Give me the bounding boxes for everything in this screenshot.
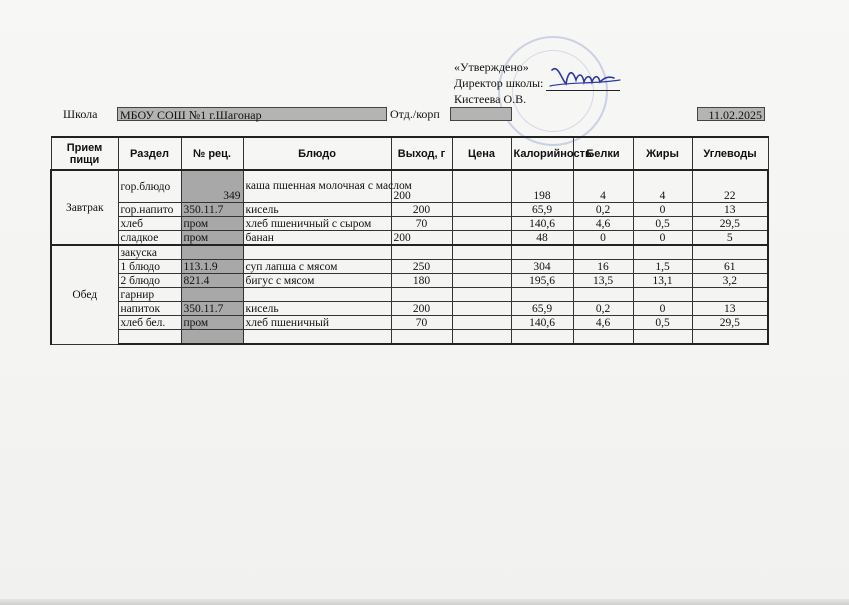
cell-output (391, 245, 452, 260)
cell-carbs: 61 (692, 260, 768, 274)
cell-calories: 198 (511, 170, 573, 203)
cell-output: 200 (391, 170, 452, 203)
cell-fat: 0,5 (633, 217, 692, 231)
cell-section: закуска (118, 245, 181, 260)
table-row (51, 316, 768, 330)
col-header-carbs: Углеводы (692, 137, 768, 170)
cell-protein (573, 288, 633, 302)
cell-calories (511, 288, 573, 302)
cell-output: 250 (391, 260, 452, 274)
cell-carbs: 13 (692, 203, 768, 217)
col-header-meal: Прием пищи (51, 137, 118, 170)
cell-price (452, 274, 511, 288)
cell-output: 200 (391, 231, 452, 246)
cell-carbs (692, 330, 768, 345)
table-row (51, 217, 768, 231)
date-field: 11.02.2025 (697, 107, 765, 121)
paper-bottom-edge (0, 599, 849, 605)
cell-fat: 0 (633, 231, 692, 246)
cell-recipe: 350.11.7 (181, 302, 243, 316)
cell-recipe: 350.11.7 (181, 203, 243, 217)
cell-calories: 48 (511, 231, 573, 246)
approval-title: «Утверждено» (454, 60, 529, 74)
cell-recipe (181, 330, 243, 345)
cell-fat: 0 (633, 302, 692, 316)
cell-output: 70 (391, 217, 452, 231)
col-header-recipe: № рец. (181, 137, 243, 170)
cell-section: гарнир (118, 288, 181, 302)
cell-recipe: пром (181, 217, 243, 231)
cell-calories: 65,9 (511, 302, 573, 316)
cell-carbs (692, 288, 768, 302)
cell-price (452, 217, 511, 231)
cell-protein (573, 245, 633, 260)
cell-price (452, 260, 511, 274)
cell-dish: бигус с мясом (243, 274, 391, 288)
table-row (51, 245, 768, 260)
table-row (51, 302, 768, 316)
department-label: Отд./корп (390, 107, 440, 121)
cell-section: гор.блюдо (118, 170, 181, 203)
cell-calories: 195,6 (511, 274, 573, 288)
cell-section: сладкое (118, 231, 181, 246)
col-header-protein: Белки (573, 137, 633, 170)
cell-carbs: 29,5 (692, 217, 768, 231)
cell-dish: хлеб пшеничный с сыром (243, 217, 391, 231)
cell-price (452, 245, 511, 260)
cell-price (452, 330, 511, 345)
col-header-output: Выход, г (391, 137, 452, 170)
cell-output (391, 288, 452, 302)
cell-protein: 0,2 (573, 302, 633, 316)
cell-fat: 13,1 (633, 274, 692, 288)
cell-carbs (692, 245, 768, 260)
cell-protein: 0,2 (573, 203, 633, 217)
table-row (51, 231, 768, 246)
cell-calories (511, 245, 573, 260)
director-signature (548, 60, 624, 94)
cell-recipe: пром (181, 316, 243, 330)
table-row (51, 260, 768, 274)
menu-table (50, 136, 769, 345)
approval-role: Директор школы: (454, 76, 544, 90)
cell-section: хлеб (118, 217, 181, 231)
cell-fat: 0,5 (633, 316, 692, 330)
cell-protein: 4,6 (573, 316, 633, 330)
school-name-field: МБОУ СОШ №1 г.Шагонар (117, 107, 387, 121)
cell-section: гор.напито (118, 203, 181, 217)
cell-price (452, 231, 511, 246)
table-row (51, 274, 768, 288)
cell-price (452, 170, 511, 203)
table-row (51, 288, 768, 302)
cell-recipe: 349 (181, 170, 243, 203)
school-label: Школа (63, 107, 98, 121)
table-row (51, 330, 768, 345)
cell-carbs: 29,5 (692, 316, 768, 330)
cell-fat (633, 288, 692, 302)
cell-calories (511, 330, 573, 345)
cell-section: 1 блюдо (118, 260, 181, 274)
approval-name: Кистеева О.В. (454, 92, 527, 106)
cell-calories: 140,6 (511, 316, 573, 330)
cell-recipe (181, 245, 243, 260)
cell-output: 180 (391, 274, 452, 288)
cell-dish: кисель (243, 203, 391, 217)
cell-carbs: 13 (692, 302, 768, 316)
cell-price (452, 203, 511, 217)
cell-section: хлеб бел. (118, 316, 181, 330)
table-row (51, 203, 768, 217)
col-header-dish: Блюдо (243, 137, 391, 170)
cell-carbs: 3,2 (692, 274, 768, 288)
cell-output: 200 (391, 203, 452, 217)
cell-dish: банан (243, 231, 391, 246)
cell-fat (633, 245, 692, 260)
cell-output: 70 (391, 316, 452, 330)
cell-protein: 16 (573, 260, 633, 274)
cell-price (452, 288, 511, 302)
cell-protein (573, 330, 633, 345)
cell-section: 2 блюдо (118, 274, 181, 288)
cell-dish: каша пшенная молочная с маслом (243, 170, 391, 203)
meal-lunch: Обед (51, 245, 118, 344)
table-row (51, 170, 768, 203)
cell-section: напиток (118, 302, 181, 316)
table-header-row (51, 137, 768, 170)
cell-carbs: 5 (692, 231, 768, 246)
cell-protein: 13,5 (573, 274, 633, 288)
meal-breakfast: Завтрак (51, 170, 118, 245)
cell-output (391, 330, 452, 345)
cell-dish (243, 330, 391, 345)
cell-dish: кисель (243, 302, 391, 316)
cell-fat: 1,5 (633, 260, 692, 274)
cell-calories: 304 (511, 260, 573, 274)
cell-recipe: 113.1.9 (181, 260, 243, 274)
cell-protein: 4,6 (573, 217, 633, 231)
cell-fat: 0 (633, 203, 692, 217)
cell-dish: суп лапша с мясом (243, 260, 391, 274)
department-field (450, 107, 512, 121)
cell-recipe: 821.4 (181, 274, 243, 288)
cell-price (452, 302, 511, 316)
cell-carbs: 22 (692, 170, 768, 203)
cell-protein: 4 (573, 170, 633, 203)
cell-calories: 65,9 (511, 203, 573, 217)
cell-fat: 4 (633, 170, 692, 203)
cell-recipe: пром (181, 231, 243, 246)
col-header-section: Раздел (118, 137, 181, 170)
cell-dish (243, 288, 391, 302)
col-header-fat: Жиры (633, 137, 692, 170)
cell-price (452, 316, 511, 330)
cell-protein: 0 (573, 231, 633, 246)
col-header-price: Цена (452, 137, 511, 170)
cell-dish (243, 245, 391, 260)
cell-fat (633, 330, 692, 345)
cell-recipe (181, 288, 243, 302)
cell-dish: хлеб пшеничный (243, 316, 391, 330)
col-header-calories: Калорийность (511, 137, 573, 170)
cell-section (118, 330, 181, 345)
cell-output: 200 (391, 302, 452, 316)
cell-calories: 140,6 (511, 217, 573, 231)
